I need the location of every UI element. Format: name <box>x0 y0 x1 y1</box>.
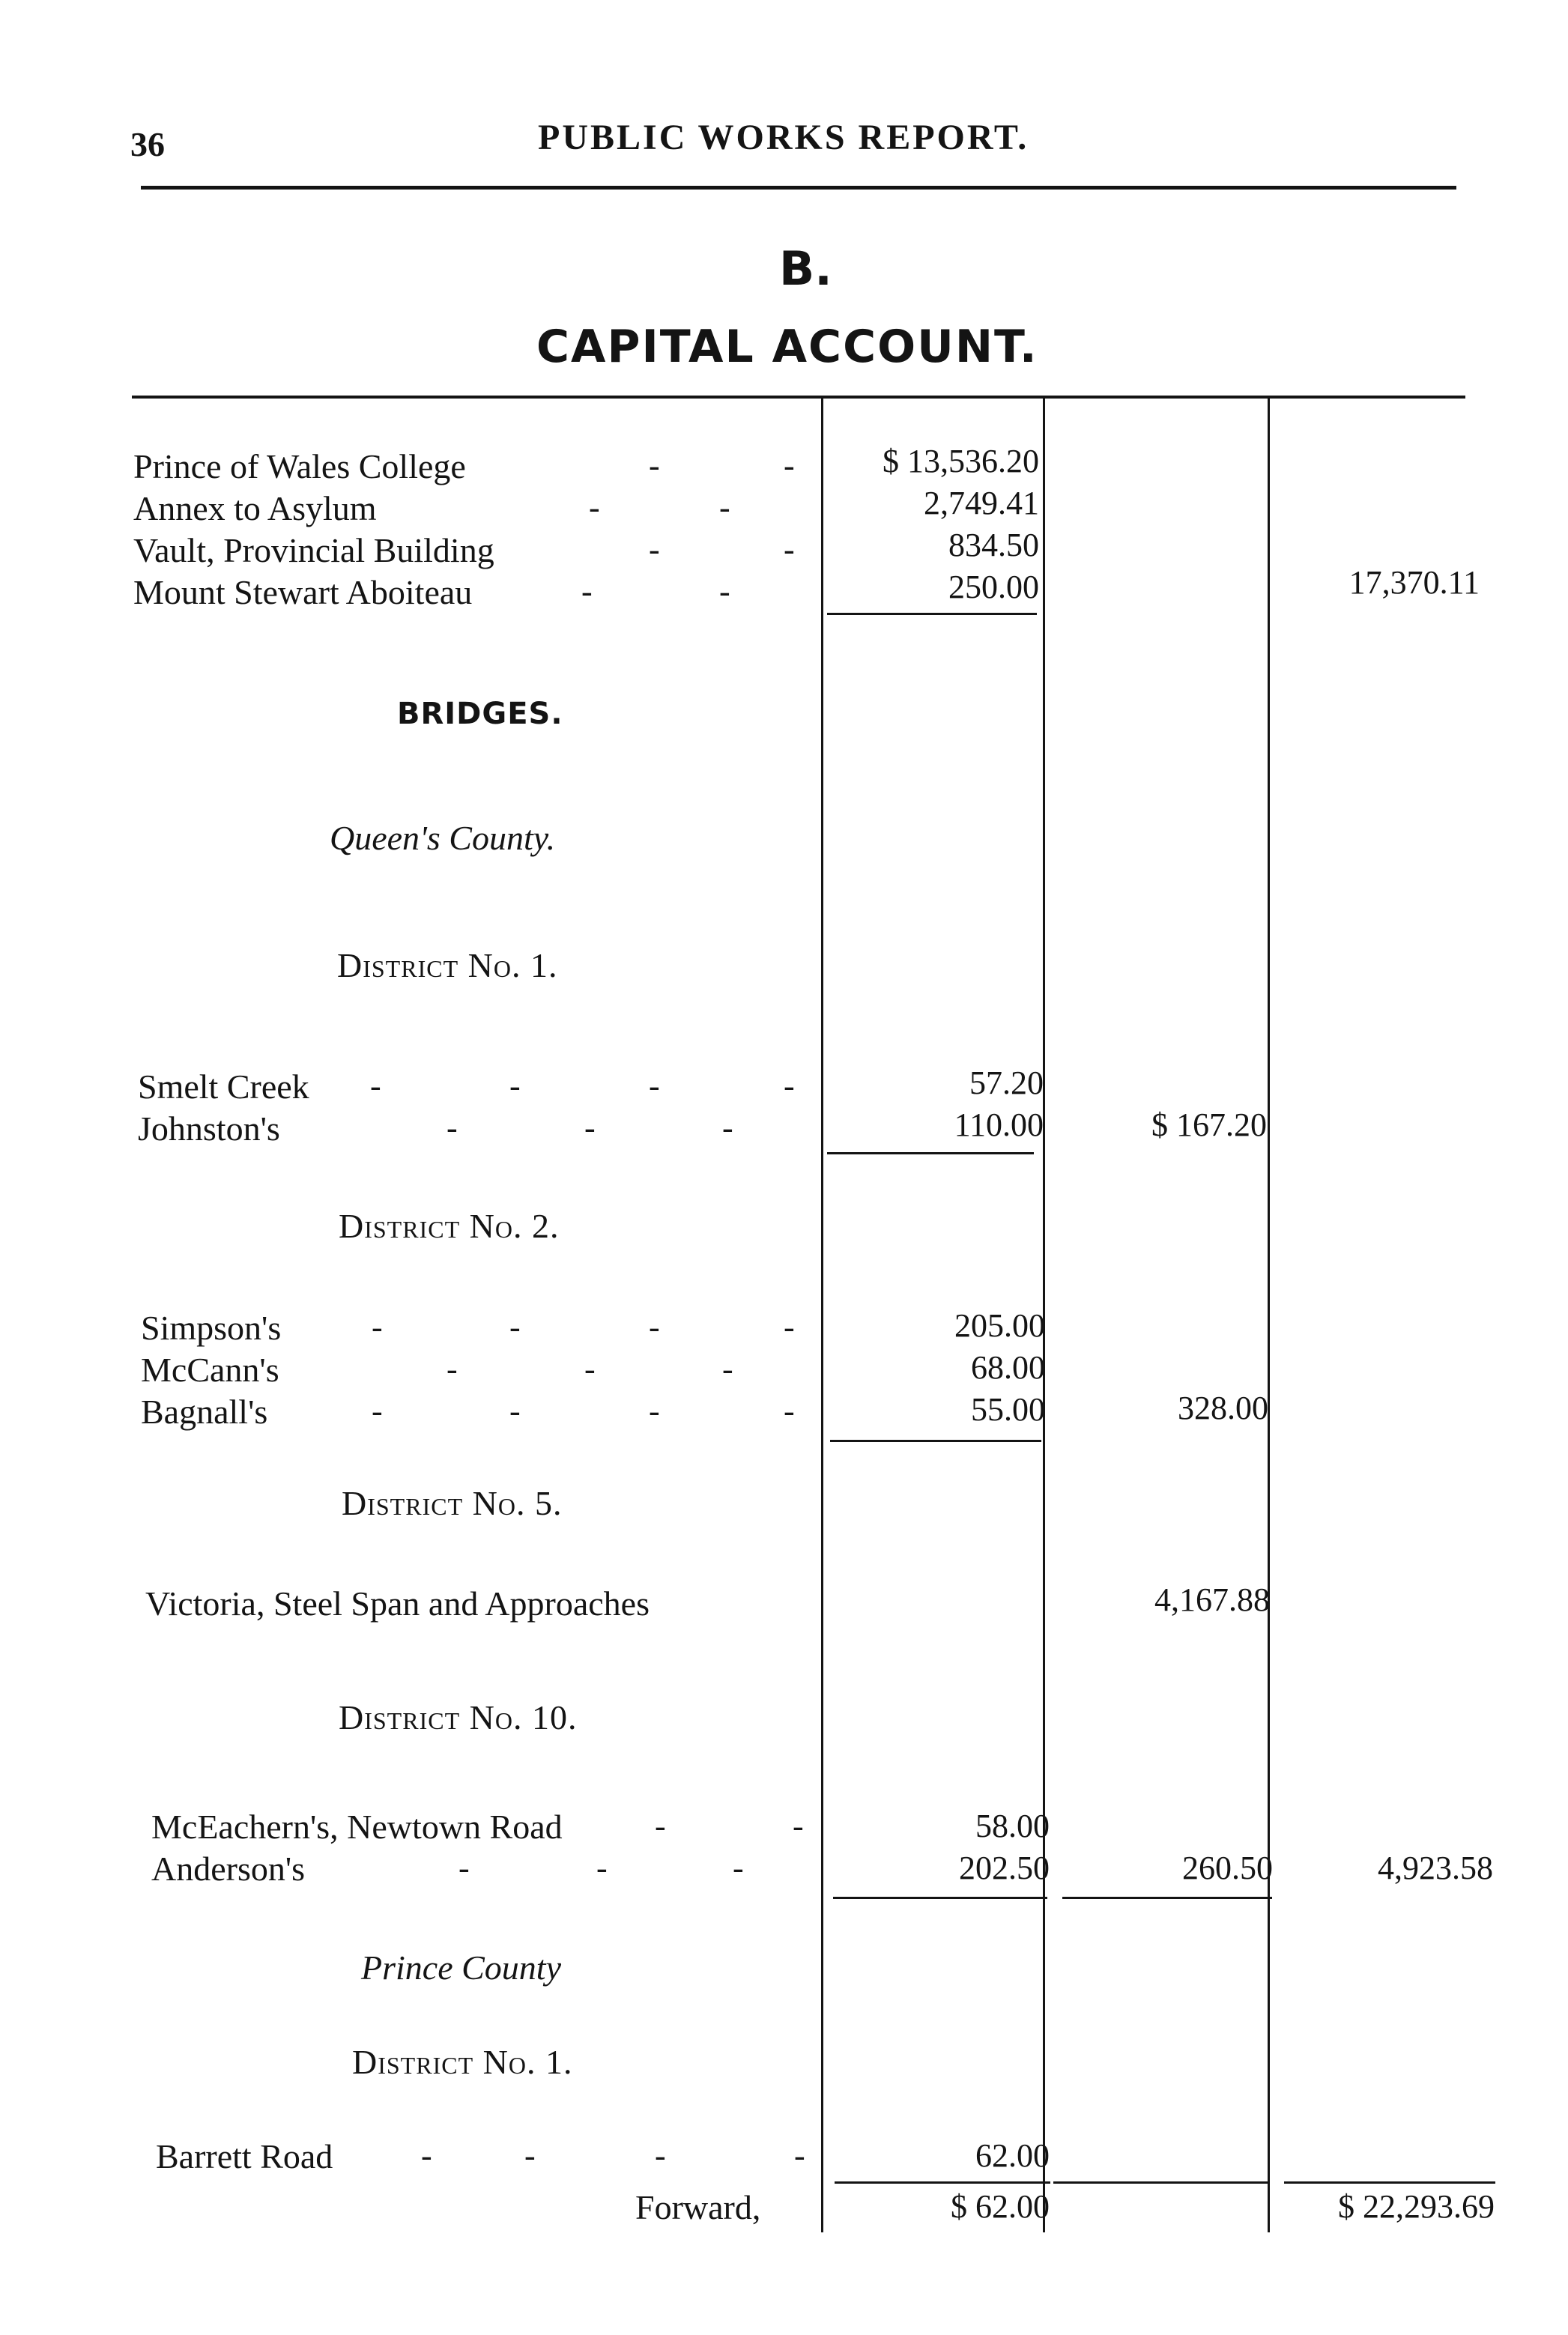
leader-dash: - <box>655 1808 666 1844</box>
leader-dash: - <box>509 1067 521 1104</box>
leader-dash: - <box>372 1309 383 1345</box>
prince-county-title: Prince County <box>361 1948 561 1987</box>
subtotal-rule <box>833 1897 1047 1899</box>
leader-dash: - <box>649 1067 660 1104</box>
district-subtotal: 328.00 <box>1178 1390 1268 1426</box>
section-letter: B. <box>779 241 832 296</box>
bridge-item-amount: 55.00 <box>971 1391 1045 1428</box>
district-heading: District No. 1. <box>352 2043 573 2081</box>
queens-county-title: Queen's County. <box>330 819 556 857</box>
leader-dash: - <box>655 2137 666 2174</box>
column-rule-right <box>1268 399 1270 2232</box>
leader-dash: - <box>584 1109 596 1146</box>
bridge-item-name: Smelt Creek <box>138 1067 309 1106</box>
leader-dash: - <box>447 1351 458 1387</box>
bridge-item-amount: 57.20 <box>969 1064 1044 1101</box>
district-subtotal: $ 167.20 <box>1151 1106 1267 1143</box>
leader-dash: - <box>784 447 795 484</box>
county-total: 4,923.58 <box>1378 1850 1493 1886</box>
capital-item-amount: $ 13,536.20 <box>883 443 1039 479</box>
leader-dash: - <box>596 1850 608 1886</box>
forward-rule <box>1053 2181 1269 2184</box>
forward-total: $ 22,293.69 <box>1338 2188 1495 2225</box>
column-rule-left <box>821 399 823 2232</box>
header-rule <box>141 186 1456 190</box>
capital-item-name: Annex to Asylum <box>133 489 377 527</box>
leader-dash: - <box>584 1351 596 1387</box>
leader-dash: - <box>719 489 730 526</box>
capital-item-name: Mount Stewart Aboiteau <box>133 573 473 611</box>
leader-dash: - <box>784 1309 795 1345</box>
forward-rule <box>835 2181 1050 2184</box>
leader-dash: - <box>719 573 730 610</box>
district-heading: District No. 5. <box>342 1484 563 1522</box>
bridge-item-amount: 202.50 <box>959 1850 1050 1886</box>
leader-dash: - <box>794 2137 805 2174</box>
leader-dash: - <box>372 1393 383 1429</box>
bridge-item-amount: 58.00 <box>975 1808 1050 1844</box>
leader-dash: - <box>649 447 660 484</box>
forward-label: Forward, <box>635 2188 761 2226</box>
bridge-item-name: McCann's <box>141 1351 279 1389</box>
leader-dash: - <box>793 1808 804 1844</box>
capital-item-amount: 250.00 <box>948 569 1039 605</box>
district-subtotal: 260.50 <box>1182 1850 1273 1886</box>
bridge-item-amount: 110.00 <box>954 1106 1044 1143</box>
leader-dash: - <box>649 531 660 568</box>
bridge-item-name: Johnston's <box>138 1109 280 1148</box>
leader-dash: - <box>581 573 593 610</box>
capital-total: 17,370.11 <box>1348 564 1480 601</box>
bridge-item-amount: 205.00 <box>954 1307 1045 1344</box>
section-title: CAPITAL ACCOUNT. <box>536 321 1038 373</box>
bridge-item-name: Barrett Road <box>156 2137 333 2175</box>
leader-dash: - <box>589 489 600 526</box>
subtotal-rule <box>1062 1897 1272 1899</box>
leader-dash: - <box>524 2137 536 2174</box>
leader-dash: - <box>784 531 795 568</box>
subtotal-rule <box>830 1440 1041 1442</box>
forward-amount: $ 62.00 <box>951 2188 1050 2225</box>
bridge-item-amount: 68.00 <box>971 1349 1045 1386</box>
district-subtotal: 4,167.88 <box>1154 1581 1270 1618</box>
leader-dash: - <box>509 1393 521 1429</box>
leader-dash: - <box>722 1351 733 1387</box>
bridge-item-name: Simpson's <box>141 1309 282 1347</box>
table-top-rule <box>132 396 1465 399</box>
leader-dash: - <box>733 1850 744 1886</box>
page-number: 36 <box>130 125 165 163</box>
capital-item-name: Vault, Provincial Building <box>133 531 494 569</box>
bridges-heading: BRIDGES. <box>397 697 563 731</box>
bridge-item-amount: 62.00 <box>975 2137 1050 2174</box>
district-heading: District No. 10. <box>339 1698 578 1736</box>
leader-dash: - <box>458 1850 470 1886</box>
bridge-item-name: McEachern's, Newtown Road <box>151 1808 563 1846</box>
running-head: PUBLIC WORKS REPORT. <box>538 118 1029 157</box>
leader-dash: - <box>421 2137 432 2174</box>
leader-dash: - <box>370 1067 381 1104</box>
district-heading: District No. 1. <box>337 946 558 984</box>
subtotal-rule <box>827 613 1037 615</box>
leader-dash: - <box>649 1309 660 1345</box>
bridge-item-name: Anderson's <box>151 1850 306 1888</box>
leader-dash: - <box>722 1109 733 1146</box>
capital-item-name: Prince of Wales College <box>133 447 466 485</box>
capital-item-amount: 2,749.41 <box>924 485 1039 521</box>
leader-dash: - <box>649 1393 660 1429</box>
leader-dash: - <box>447 1109 458 1146</box>
leader-dash: - <box>784 1067 795 1104</box>
bridge-item-name: Victoria, Steel Span and Approaches <box>145 1584 650 1623</box>
leader-dash: - <box>784 1393 795 1429</box>
capital-item-amount: 834.50 <box>948 527 1039 563</box>
subtotal-rule <box>827 1152 1034 1154</box>
bridge-item-name: Bagnall's <box>141 1393 268 1431</box>
district-heading: District No. 2. <box>339 1207 560 1245</box>
leader-dash: - <box>509 1309 521 1345</box>
forward-rule <box>1284 2181 1495 2184</box>
